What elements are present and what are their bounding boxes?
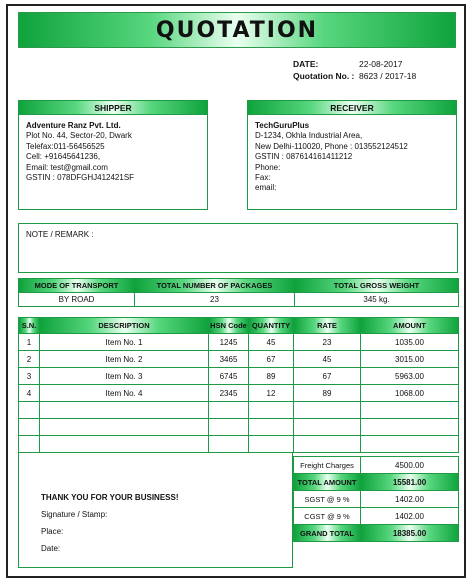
quantity-cell: 67 [249, 351, 294, 368]
shipper-line: GSTIN : 078DFGHJ412421SF [26, 173, 135, 183]
quantity-header: QUANTITY [249, 318, 294, 334]
date-label: DATE: [293, 59, 319, 69]
quantity-cell: 12 [249, 385, 294, 402]
description-cell: Item No. 2 [40, 351, 209, 368]
shipper-name: Adventure Ranz Pvt. Ltd. [26, 121, 121, 130]
freight-value: 4500.00 [361, 457, 459, 474]
footer-left-box [18, 452, 293, 568]
sgst-value: 1402.00 [361, 491, 459, 508]
total-amount-value: 15581.00 [361, 474, 459, 491]
sn-cell: 2 [19, 351, 40, 368]
document-title: QUOTATION [155, 17, 319, 43]
shipper-line: Telefax:011-56456525 [26, 141, 105, 151]
shipper-line: Email: test@gmail.com [26, 162, 108, 172]
rate-cell: 45 [294, 351, 361, 368]
note-box [18, 223, 458, 273]
packages-value: 23 [135, 293, 295, 307]
receiver-line: email: [255, 183, 277, 193]
quotation-number-label: Quotation No. : [293, 71, 355, 81]
receiver-details [248, 115, 456, 200]
transport-mode-value: BY ROAD [19, 293, 135, 307]
shipper-heading: SHIPPER [19, 101, 207, 115]
table-row-empty [19, 402, 459, 419]
note-label: NOTE / REMARK : [26, 230, 94, 239]
signature-label: Signature / Stamp: [41, 510, 108, 519]
rate-cell: 23 [294, 334, 361, 351]
shipper-details [19, 115, 207, 189]
title-bar [18, 12, 456, 48]
packages-header: TOTAL NUMBER OF PACKAGES [135, 279, 295, 293]
receiver-line: New Delhi-110020, Phone : 013552124512 [255, 141, 408, 151]
description-header: DESCRIPTION [40, 318, 209, 334]
shipper-box [18, 100, 208, 210]
rate-cell: 89 [294, 385, 361, 402]
sn-cell: 3 [19, 368, 40, 385]
amount-cell: 1035.00 [361, 334, 459, 351]
summary-table [293, 456, 459, 542]
grand-total-label: GRAND TOTAL [294, 525, 361, 542]
transport-mode-header: MODE OF TRANSPORT [19, 279, 135, 293]
quantity-cell: 89 [249, 368, 294, 385]
description-cell: Item No. 4 [40, 385, 209, 402]
hsn-header: HSN Code [209, 318, 249, 334]
amount-cell: 1068.00 [361, 385, 459, 402]
hsn-cell: 6745 [209, 368, 249, 385]
total-amount-label: TOTAL AMOUNT [294, 474, 361, 491]
amount-cell: 5963.00 [361, 368, 459, 385]
table-row [19, 385, 459, 402]
receiver-line: Fax: [255, 173, 271, 183]
receiver-heading: RECEIVER [248, 101, 456, 115]
sn-cell: 1 [19, 334, 40, 351]
date-label-footer: Date: [41, 544, 61, 553]
date-value: 22-08-2017 [359, 59, 403, 69]
description-cell: Item No. 1 [40, 334, 209, 351]
receiver-line: Phone: [255, 162, 281, 172]
grand-total-value: 18385.00 [361, 525, 459, 542]
quotation-document [6, 4, 466, 578]
gross-weight-header: TOTAL GROSS WEIGHT [295, 279, 459, 293]
rate-cell: 67 [294, 368, 361, 385]
freight-label: Freight Charges [294, 457, 361, 474]
place-label: Place: [41, 527, 64, 536]
sgst-label: SGST @ 9 % [294, 491, 361, 508]
shipper-line: Cell: +91645641236, [26, 152, 101, 162]
quotation-meta [293, 58, 453, 82]
description-cell: Item No. 3 [40, 368, 209, 385]
shipper-line: Plot No. 44, Sector-20, Dwark [26, 131, 132, 141]
items-table [18, 317, 459, 453]
receiver-box [247, 100, 457, 210]
gross-weight-value: 345 kg. [295, 293, 459, 307]
sn-header: S.N. [19, 318, 40, 334]
thank-you-text: THANK YOU FOR YOUR BUSINESS! [41, 493, 179, 502]
quotation-number-value: 8623 / 2017-18 [359, 71, 417, 81]
quantity-cell: 45 [249, 334, 294, 351]
amount-cell: 3015.00 [361, 351, 459, 368]
cgst-value: 1402.00 [361, 508, 459, 525]
table-row-empty [19, 436, 459, 453]
table-row [19, 351, 459, 368]
table-row [19, 368, 459, 385]
table-row-empty [19, 419, 459, 436]
receiver-name: TechGuruPlus [255, 121, 310, 130]
hsn-cell: 1245 [209, 334, 249, 351]
receiver-line: D-1234, Okhla Industrial Area, [255, 131, 363, 141]
hsn-cell: 2345 [209, 385, 249, 402]
rate-header: RATE [294, 318, 361, 334]
table-row [19, 334, 459, 351]
sn-cell: 4 [19, 385, 40, 402]
cgst-label: CGST @ 9 % [294, 508, 361, 525]
receiver-line: GSTIN : 087614161411212 [255, 152, 353, 162]
amount-header: AMOUNT [361, 318, 459, 334]
hsn-cell: 3465 [209, 351, 249, 368]
transport-table [18, 278, 459, 307]
